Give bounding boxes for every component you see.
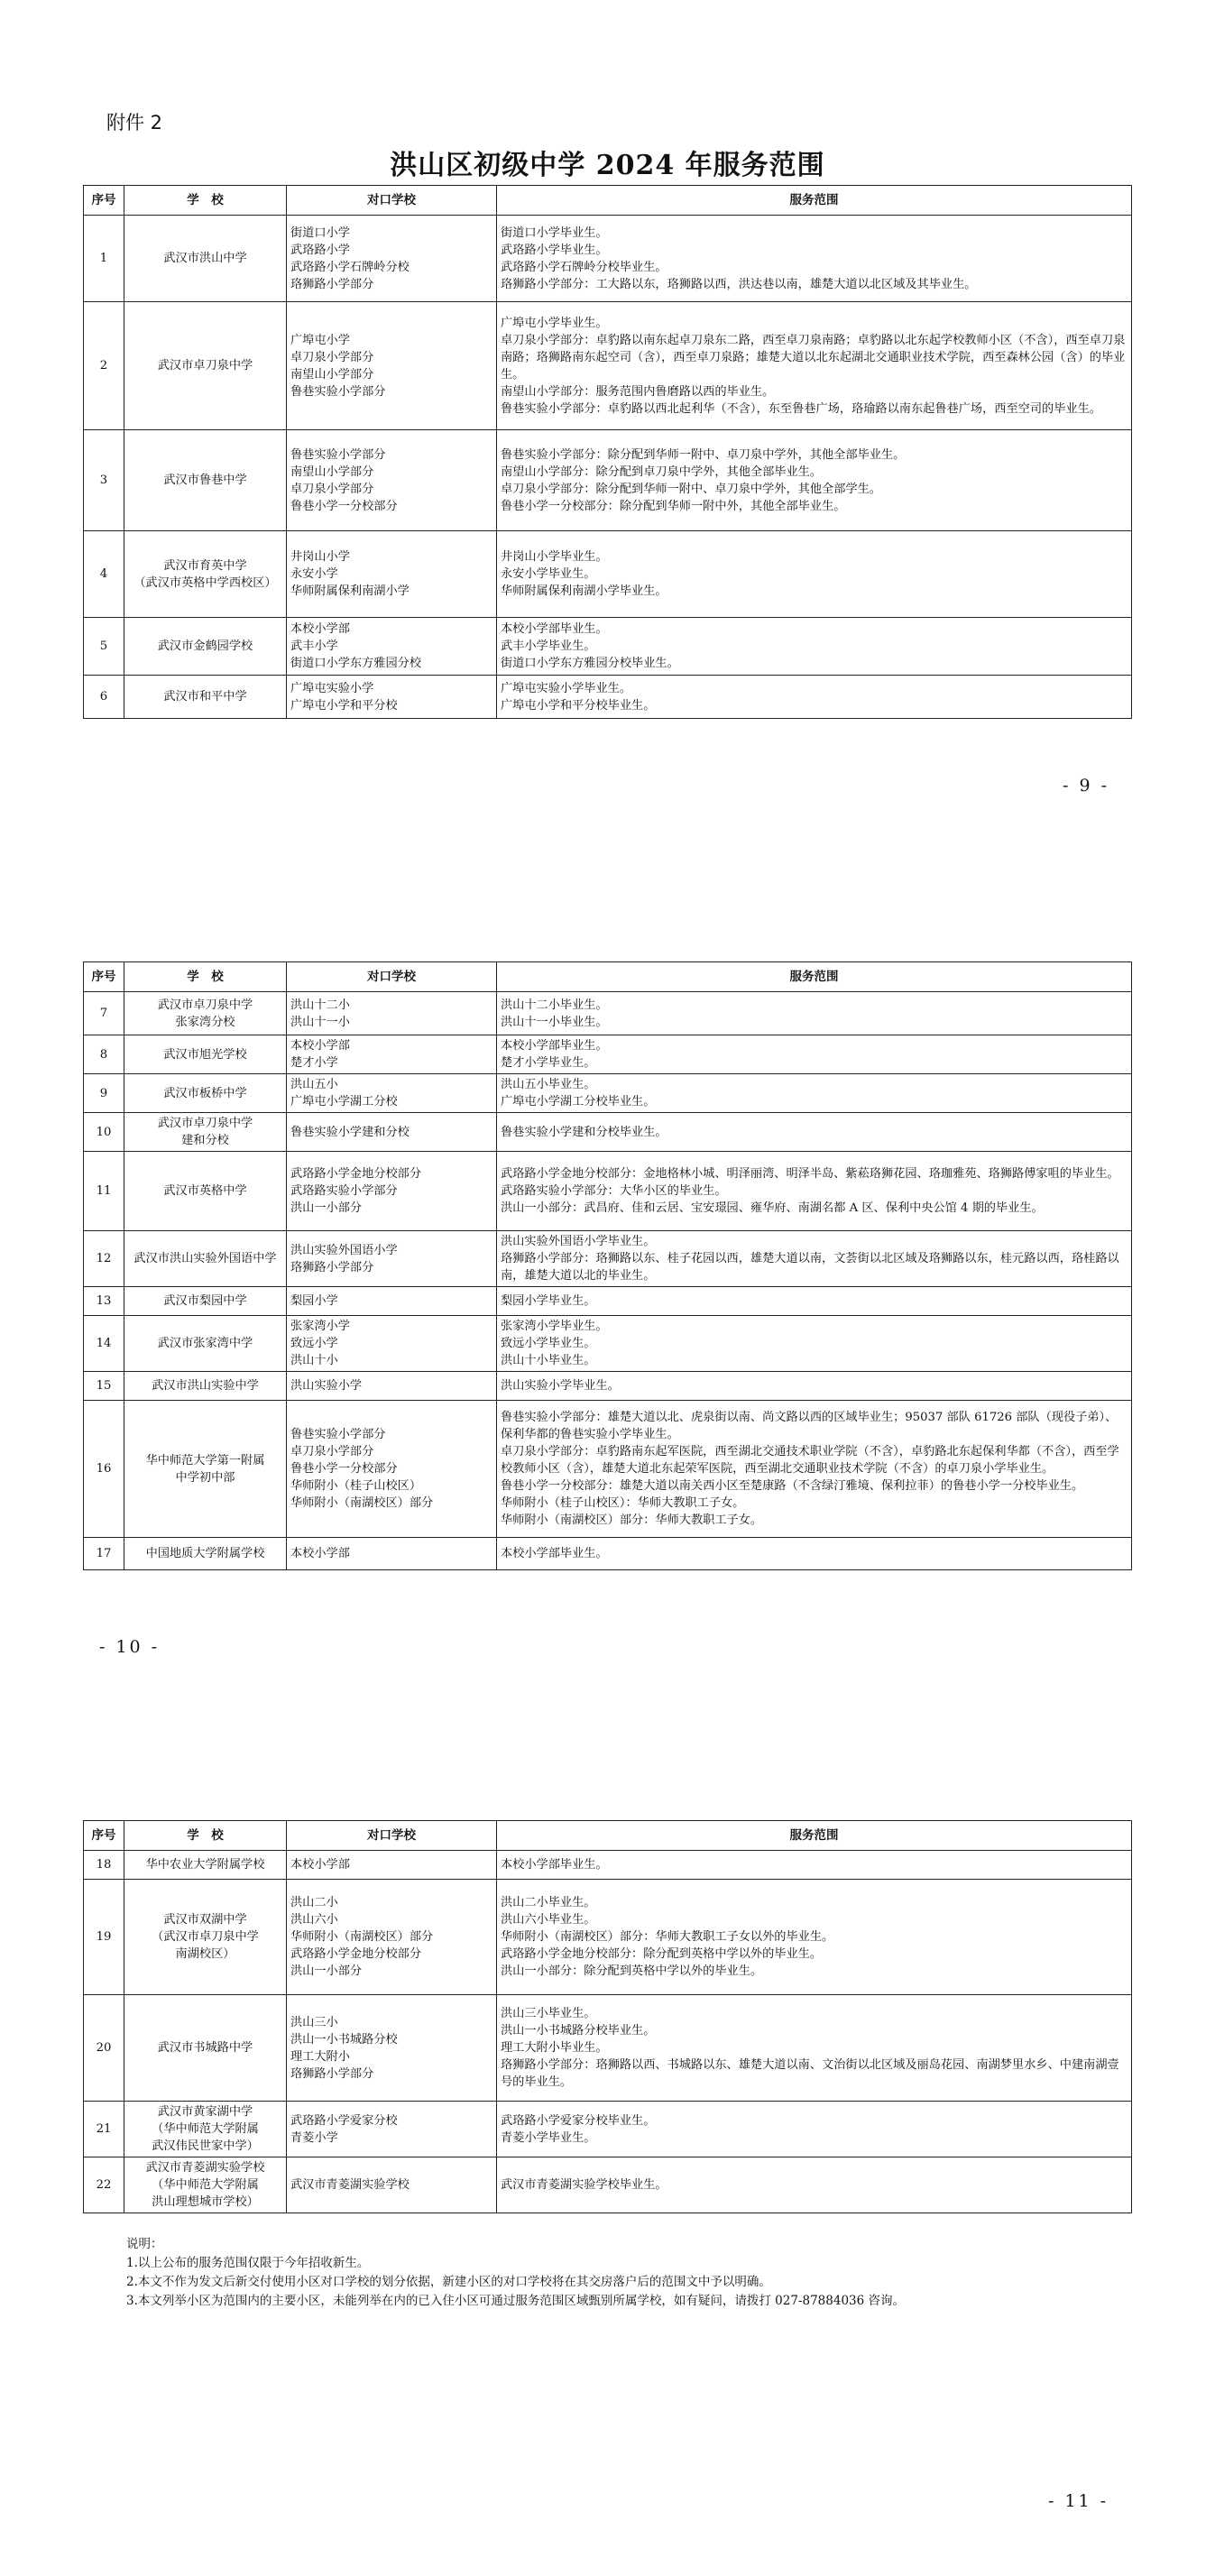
row-number: 14 bbox=[84, 1316, 124, 1372]
service-scope-cell bbox=[497, 1035, 1132, 1074]
cell-line: 井岗山小学 bbox=[290, 550, 350, 564]
service-scope-cell bbox=[497, 618, 1132, 676]
school-cell bbox=[124, 302, 287, 430]
row-number: 4 bbox=[84, 531, 124, 618]
row-number: 17 bbox=[84, 1538, 124, 1570]
cell-line: 卓刀泉小学部分：卓豹路以南东起卓刀泉东二路，西至卓刀泉南路；卓豹路以北东起学校教师小区（不含），西至卓刀泉南路；珞狮路南东起空司（含），西至卓刀泉路；雄楚大道以北东起湖北交通职业技术学院，西至森林公园（含）的毕业生。 bbox=[501, 333, 1126, 382]
feeder-schools-cell bbox=[287, 531, 497, 618]
school-cell bbox=[124, 1401, 287, 1538]
service-scope-cell bbox=[497, 1851, 1132, 1880]
cell-line: 永安小学 bbox=[290, 567, 338, 581]
cell-line: 鲁巷小学一分校部分：雄楚大道以南关西小区至楚康路（不含绿汀雅境、保利拉菲）的鲁巷小学一分校毕业生。 bbox=[501, 1479, 1084, 1493]
cell-line: 武珞路小学金地分校部分：除分配到英格中学以外的毕业生。 bbox=[501, 1947, 823, 1961]
note-item: 2.本文不作为发文后新交付使用小区对口学校的划分依据，新建小区的对口学校将在其交房落户后的范围文中予以明确。 bbox=[126, 2275, 771, 2289]
cell-line: 武汉伟民世家中学） bbox=[152, 2139, 259, 2153]
cell-line: 洪山五小毕业生。 bbox=[501, 1078, 596, 1091]
table-row bbox=[84, 2102, 1132, 2157]
table-row bbox=[84, 1316, 1132, 1372]
cell-line: 武汉市旭光学校 bbox=[163, 1047, 247, 1062]
cell-line: 卓刀泉小学部分：除分配到华师一附中、卓刀泉中学外，其他全部学生。 bbox=[501, 482, 881, 496]
cell-line: 中国地质大学附属学校 bbox=[145, 1547, 265, 1560]
row-number: 6 bbox=[84, 676, 124, 719]
cell-line: 洪山一小部分：除分配到英格中学以外的毕业生。 bbox=[501, 1964, 763, 1978]
row-number: 12 bbox=[84, 1231, 124, 1287]
column-header-feeder: 对口学校 bbox=[287, 1821, 497, 1851]
cell-line: 鲁巷实验小学部分 bbox=[290, 1428, 386, 1441]
cell-line: 建和分校 bbox=[181, 1134, 229, 1147]
table-row bbox=[84, 1287, 1132, 1316]
table-row bbox=[84, 430, 1132, 531]
cell-line: 洪山三小 bbox=[290, 2015, 338, 2029]
cell-line: 武珞路实验小学部分 bbox=[290, 1184, 398, 1198]
cell-line: 洪山一小书城路分校毕业生。 bbox=[501, 2024, 656, 2038]
cell-line: 华师附小（桂子山校区） bbox=[290, 1479, 422, 1493]
cell-line: 武汉市张家湾中学 bbox=[157, 1337, 253, 1350]
cell-line: 广埠屯小学和平分校 bbox=[290, 698, 398, 713]
cell-line: 张家湾分校 bbox=[175, 1015, 235, 1029]
cell-line: 卓刀泉小学部分 bbox=[290, 1445, 374, 1458]
row-number: 1 bbox=[84, 216, 124, 302]
cell-line: 南望山小学部分：服务范围内鲁磨路以西的毕业生。 bbox=[501, 384, 775, 399]
cell-line: 珞狮路小学部分 bbox=[290, 1260, 374, 1274]
cell-line: 武汉市双湖中学 bbox=[163, 1913, 247, 1927]
table-row bbox=[84, 1851, 1132, 1880]
page-number: - 9 - bbox=[1063, 776, 1110, 796]
cell-line: 洪山十二小毕业生。 bbox=[501, 998, 608, 1012]
table-row bbox=[84, 531, 1132, 618]
cell-line: 洪山一小书城路分校 bbox=[290, 2032, 398, 2047]
cell-line: 武汉市板桥中学 bbox=[163, 1086, 247, 1100]
table-row bbox=[84, 676, 1132, 719]
cell-line: 广埠屯实验小学 bbox=[290, 681, 374, 695]
service-scope-cell bbox=[497, 1401, 1132, 1538]
notes bbox=[126, 2235, 1137, 2311]
cell-line: 张家湾小学 bbox=[290, 1320, 350, 1333]
school-cell bbox=[124, 1372, 287, 1401]
cell-line: （华中师范大学附属 bbox=[152, 2122, 259, 2136]
cell-line: 青菱小学毕业生。 bbox=[501, 2130, 596, 2145]
cell-line: 武汉市育英中学 bbox=[163, 558, 247, 573]
cell-line: 永安小学毕业生。 bbox=[501, 567, 596, 581]
school-cell bbox=[124, 2102, 287, 2157]
cell-line: 武汉市洪山中学 bbox=[163, 252, 247, 265]
cell-line: 洪山实验小学 bbox=[290, 1379, 363, 1393]
column-header-scope: 服务范围 bbox=[497, 186, 1132, 216]
cell-line: 本校小学部 bbox=[290, 1547, 350, 1560]
cell-line: 洪山十小 bbox=[290, 1354, 338, 1367]
school-cell bbox=[124, 1538, 287, 1570]
cell-line: 洪山实验小学毕业生。 bbox=[501, 1379, 620, 1393]
cell-line: 南湖校区） bbox=[175, 1947, 235, 1961]
cell-line: 广埠屯实验小学毕业生。 bbox=[501, 681, 632, 695]
feeder-schools-cell bbox=[287, 1113, 497, 1152]
cell-line: 武珞路小学爱家分校毕业生。 bbox=[501, 2113, 656, 2128]
feeder-schools-cell bbox=[287, 2102, 497, 2157]
cell-line: 街道口小学东方雅园分校毕业生。 bbox=[501, 657, 679, 670]
school-cell bbox=[124, 1287, 287, 1316]
cell-line: 武珞路小学爱家分校 bbox=[290, 2113, 398, 2128]
cell-line: 洪山二小毕业生。 bbox=[501, 1896, 596, 1909]
school-cell bbox=[124, 1231, 287, 1287]
table-row bbox=[84, 1995, 1132, 2102]
cell-line: 华师附小（桂子山校区）：华师大教职工子女。 bbox=[501, 1496, 745, 1510]
school-cell bbox=[124, 618, 287, 676]
cell-line: 洪山六小毕业生。 bbox=[501, 1913, 596, 1927]
feeder-schools-cell bbox=[287, 1538, 497, 1570]
feeder-schools-cell bbox=[287, 2157, 497, 2213]
service-table-page-10 bbox=[83, 961, 1132, 1570]
cell-line: 武汉市洪山实验中学 bbox=[152, 1379, 259, 1393]
cell-line: 华师附属保利南湖小学毕业生。 bbox=[501, 584, 667, 598]
school-cell bbox=[124, 216, 287, 302]
cell-line: 洪山六小 bbox=[290, 1913, 338, 1927]
school-cell bbox=[124, 1880, 287, 1995]
service-table-page-9 bbox=[83, 185, 1132, 719]
cell-line: 梨园小学毕业生。 bbox=[501, 1294, 596, 1308]
cell-line: 洪山实验外国语小学毕业生。 bbox=[501, 1235, 656, 1248]
row-number: 2 bbox=[84, 302, 124, 430]
cell-line: 致远小学 bbox=[290, 1337, 338, 1350]
cell-line: 武丰小学毕业生。 bbox=[501, 639, 596, 653]
cell-line: 武汉市卓刀泉中学 bbox=[157, 1117, 253, 1130]
cell-line: 理工大附小毕业生。 bbox=[501, 2041, 608, 2055]
cell-line: 武汉市鲁巷中学 bbox=[163, 474, 247, 487]
feeder-schools-cell bbox=[287, 1152, 497, 1231]
column-header-no: 序号 bbox=[84, 186, 124, 216]
service-scope-cell bbox=[497, 1538, 1132, 1570]
row-number: 9 bbox=[84, 1074, 124, 1113]
feeder-schools-cell bbox=[287, 1880, 497, 1995]
column-header-school: 学 校 bbox=[124, 1821, 287, 1851]
cell-line: 鲁巷小学一分校部分 bbox=[290, 1462, 398, 1476]
service-scope-cell bbox=[497, 216, 1132, 302]
cell-line: 武珞路小学金地分校部分 bbox=[290, 1167, 422, 1181]
column-header-school: 学 校 bbox=[124, 186, 287, 216]
cell-line: 洪山十一小毕业生。 bbox=[501, 1015, 608, 1029]
cell-line: 楚才小学 bbox=[290, 1056, 338, 1070]
cell-line: 本校小学部毕业生。 bbox=[501, 1858, 608, 1872]
table-row bbox=[84, 1113, 1132, 1152]
row-number: 20 bbox=[84, 1995, 124, 2102]
cell-line: 武丰小学 bbox=[290, 639, 338, 653]
cell-line: 武珞路实验小学部分：大华小区的毕业生。 bbox=[501, 1184, 727, 1198]
cell-line: 鲁巷实验小学部分：除分配到华师一附中、卓刀泉中学外，其他全部毕业生。 bbox=[501, 447, 906, 462]
cell-line: （武汉市英格中学西校区） bbox=[133, 575, 277, 590]
cell-line: 武汉市青菱湖实验学校 bbox=[145, 2161, 265, 2175]
column-header-scope: 服务范围 bbox=[497, 1821, 1132, 1851]
row-number: 22 bbox=[84, 2157, 124, 2213]
table-row bbox=[84, 216, 1132, 302]
school-cell bbox=[124, 992, 287, 1035]
row-number: 7 bbox=[84, 992, 124, 1035]
cell-line: 广埠屯小学和平分校毕业生。 bbox=[501, 698, 656, 713]
feeder-schools-cell bbox=[287, 302, 497, 430]
feeder-schools-cell bbox=[287, 1074, 497, 1113]
table-row bbox=[84, 1035, 1132, 1074]
service-scope-cell bbox=[497, 1995, 1132, 2102]
cell-line: 理工大附小 bbox=[290, 2049, 350, 2064]
cell-line: 本校小学部毕业生。 bbox=[501, 1039, 608, 1053]
table-row bbox=[84, 1401, 1132, 1538]
row-number: 13 bbox=[84, 1287, 124, 1316]
row-number: 5 bbox=[84, 618, 124, 676]
row-number: 21 bbox=[84, 2102, 124, 2157]
cell-line: 珞狮路小学部分：珞狮路以西、书城路以东、雄楚大道以南、文治街以北区域及丽岛花园、南湖梦里水乡、中建南湖壹号的毕业生。 bbox=[501, 2058, 1119, 2089]
service-scope-cell bbox=[497, 1287, 1132, 1316]
cell-line: 武珞路小学毕业生。 bbox=[501, 243, 608, 257]
page-number: - 11 - bbox=[1048, 2491, 1109, 2511]
column-header-no: 序号 bbox=[84, 962, 124, 992]
school-cell bbox=[124, 2157, 287, 2213]
cell-line: 武珞路小学 bbox=[290, 243, 350, 257]
cell-line: （华中师范大学附属 bbox=[152, 2178, 259, 2192]
cell-line: 洪山三小毕业生。 bbox=[501, 2007, 596, 2020]
cell-line: 卓刀泉小学部分 bbox=[290, 350, 374, 364]
row-number: 3 bbox=[84, 430, 124, 531]
service-scope-cell bbox=[497, 531, 1132, 618]
cell-line: 武珞路小学石牌岭分校 bbox=[290, 260, 410, 274]
cell-line: 武汉市金鹤园学校 bbox=[157, 639, 253, 653]
service-scope-cell bbox=[497, 302, 1132, 430]
cell-line: 武汉市青菱湖实验学校 bbox=[290, 2178, 410, 2192]
service-table-page-11 bbox=[83, 1820, 1132, 2213]
service-scope-cell bbox=[497, 992, 1132, 1035]
cell-line: 华师附小（南湖校区）部分：华师大教职工子女以外的毕业生。 bbox=[501, 1930, 834, 1944]
school-cell bbox=[124, 1152, 287, 1231]
feeder-schools-cell bbox=[287, 1231, 497, 1287]
column-header-no: 序号 bbox=[84, 1821, 124, 1851]
table-row bbox=[84, 1152, 1132, 1231]
cell-line: 珞狮路小学部分 bbox=[290, 277, 374, 291]
cell-line: 武汉市英格中学 bbox=[163, 1184, 247, 1198]
cell-line: 楚才小学毕业生。 bbox=[501, 1056, 596, 1070]
cell-line: 张家湾小学毕业生。 bbox=[501, 1320, 608, 1333]
table-row bbox=[84, 1372, 1132, 1401]
cell-line: 鲁巷小学一分校部分：除分配到华师一附中外，其他全部毕业生。 bbox=[501, 499, 846, 513]
cell-line: 武珞路小学金地分校部分 bbox=[290, 1947, 422, 1961]
service-scope-cell bbox=[497, 1880, 1132, 1995]
cell-line: 洪山五小 bbox=[290, 1078, 338, 1091]
service-scope-cell bbox=[497, 1231, 1132, 1287]
table-header-row bbox=[84, 962, 1132, 992]
feeder-schools-cell bbox=[287, 216, 497, 302]
school-cell bbox=[124, 1851, 287, 1880]
row-number: 8 bbox=[84, 1035, 124, 1074]
page-number: - 10 - bbox=[99, 1637, 161, 1657]
row-number: 18 bbox=[84, 1851, 124, 1880]
school-cell bbox=[124, 1113, 287, 1152]
cell-line: 洪山十一小 bbox=[290, 1015, 350, 1029]
cell-line: 华中农业大学附属学校 bbox=[145, 1858, 265, 1872]
service-scope-cell bbox=[497, 2102, 1132, 2157]
service-scope-cell bbox=[497, 1113, 1132, 1152]
feeder-schools-cell bbox=[287, 1851, 497, 1880]
cell-line: 鲁巷实验小学部分 bbox=[290, 447, 386, 462]
notes-heading: 说明： bbox=[126, 2237, 163, 2251]
column-header-feeder: 对口学校 bbox=[287, 962, 497, 992]
cell-line: 街道口小学毕业生。 bbox=[501, 225, 608, 240]
cell-line: 武汉市和平中学 bbox=[163, 690, 247, 704]
cell-line: 洪山十二小 bbox=[290, 998, 350, 1012]
cell-line: 致远小学毕业生。 bbox=[501, 1337, 596, 1350]
cell-line: 南望山小学部分 bbox=[290, 465, 374, 479]
cell-line: 武珞路小学石牌岭分校毕业生。 bbox=[501, 260, 667, 274]
cell-line: 武汉市卓刀泉中学 bbox=[157, 359, 253, 373]
feeder-schools-cell bbox=[287, 1287, 497, 1316]
table-header-row bbox=[84, 186, 1132, 216]
document-title: 洪山区初级中学 2024 年服务范围 bbox=[390, 150, 825, 181]
row-number: 16 bbox=[84, 1401, 124, 1538]
cell-line: 广埠屯小学 bbox=[290, 333, 350, 347]
service-scope-cell bbox=[497, 2157, 1132, 2213]
cell-line: 洪山一小部分 bbox=[290, 1964, 363, 1978]
cell-line: 广埠屯小学毕业生。 bbox=[501, 316, 608, 330]
table-row bbox=[84, 1231, 1132, 1287]
service-scope-cell bbox=[497, 430, 1132, 531]
table-row bbox=[84, 618, 1132, 676]
table-row bbox=[84, 302, 1132, 430]
cell-line: 鲁巷实验小学建和分校 bbox=[290, 1125, 410, 1139]
cell-line: 卓刀泉小学部分 bbox=[290, 482, 374, 496]
school-cell bbox=[124, 1035, 287, 1074]
feeder-schools-cell bbox=[287, 430, 497, 531]
cell-line: 洪山理想城市学校） bbox=[152, 2195, 259, 2209]
cell-line: 华师附小（南湖校区）部分 bbox=[290, 1496, 434, 1510]
table-header-row bbox=[84, 1821, 1132, 1851]
row-number: 10 bbox=[84, 1113, 124, 1152]
cell-line: （武汉市卓刀泉中学 bbox=[152, 1930, 259, 1944]
row-number: 19 bbox=[84, 1880, 124, 1995]
cell-line: 本校小学部 bbox=[290, 1858, 350, 1872]
cell-line: 广埠屯小学湖工分校 bbox=[290, 1095, 398, 1109]
feeder-schools-cell bbox=[287, 1401, 497, 1538]
cell-line: 本校小学部 bbox=[290, 622, 350, 636]
feeder-schools-cell bbox=[287, 1316, 497, 1372]
school-cell bbox=[124, 676, 287, 719]
column-header-feeder: 对口学校 bbox=[287, 186, 497, 216]
table-row bbox=[84, 1880, 1132, 1995]
cell-line: 南望山小学部分：除分配到卓刀泉中学外，其他全部毕业生。 bbox=[501, 465, 823, 479]
table-row bbox=[84, 1074, 1132, 1113]
note-item: 3.本文列举小区为范围内的主要小区，未能列举在内的已入住小区可通过服务范围区域甄别所属学校，如有疑问，请拨打 027-87884036 咨询。 bbox=[126, 2294, 906, 2308]
cell-line: 街道口小学 bbox=[290, 225, 350, 240]
column-header-scope: 服务范围 bbox=[497, 962, 1132, 992]
cell-line: 洪山一小部分：武昌府、佳和云居、宝安璟园、雍华府、南湖名都 A 区、保利中央公馆 4 期的毕业生。 bbox=[501, 1201, 1044, 1215]
cell-line: 珞狮路小学部分：工大路以东，珞狮路以西，洪达巷以南，雄楚大道以北区域及其毕业生。 bbox=[501, 277, 977, 291]
cell-line: 卓刀泉小学部分：卓豹路南东起军医院，西至湖北交通技术职业学院（不含），卓豹路北东起保利华都（不含），西至学校教师小区（含），雄楚大道北东起荣军医院，西至湖北交通职业技术学院（不含）的卓刀泉小学毕业生。 bbox=[501, 1445, 1119, 1476]
cell-line: 华师附属保利南湖小学 bbox=[290, 584, 410, 598]
service-scope-cell bbox=[497, 676, 1132, 719]
table-row bbox=[84, 2157, 1132, 2213]
cell-line: 华中师范大学第一附属 bbox=[145, 1453, 265, 1467]
cell-line: 武汉市洪山实验外国语中学 bbox=[133, 1252, 277, 1265]
cell-line: 华师附小（南湖校区）部分 bbox=[290, 1930, 434, 1944]
school-cell bbox=[124, 1074, 287, 1113]
cell-line: 中学初中部 bbox=[175, 1470, 235, 1485]
cell-line: 武珞路小学金地分校部分：金地格林小城、明泽丽湾、明泽半岛、紫菘珞狮花园、珞珈雅苑、珞狮路傅家咀的毕业生。 bbox=[501, 1167, 1119, 1181]
attachment-label: 附件 2 bbox=[106, 112, 163, 133]
row-number: 15 bbox=[84, 1372, 124, 1401]
cell-line: 珞狮路小学部分：珞狮路以东、桂子花园以西，雄楚大道以南，文荟街以北区域及珞狮路以东，桂元路以西，珞桂路以南，雄楚大道以北的毕业生。 bbox=[501, 1252, 1119, 1283]
cell-line: 本校小学部毕业生。 bbox=[501, 1547, 608, 1560]
cell-line: 鲁巷实验小学建和分校毕业生。 bbox=[501, 1125, 667, 1139]
feeder-schools-cell bbox=[287, 1372, 497, 1401]
feeder-schools-cell bbox=[287, 992, 497, 1035]
cell-line: 武汉市青菱湖实验学校毕业生。 bbox=[501, 2178, 667, 2192]
cell-line: 武汉市卓刀泉中学 bbox=[157, 998, 253, 1012]
cell-line: 街道口小学东方雅园分校 bbox=[290, 657, 422, 670]
note-item: 1.以上公布的服务范围仅限于今年招收新生。 bbox=[126, 2256, 370, 2270]
feeder-schools-cell bbox=[287, 618, 497, 676]
service-scope-cell bbox=[497, 1316, 1132, 1372]
cell-line: 武汉市黄家湖中学 bbox=[157, 2105, 253, 2119]
feeder-schools-cell bbox=[287, 1035, 497, 1074]
school-cell bbox=[124, 1316, 287, 1372]
cell-line: 洪山实验外国语小学 bbox=[290, 1243, 398, 1257]
cell-line: 本校小学部毕业生。 bbox=[501, 622, 608, 636]
row-number: 11 bbox=[84, 1152, 124, 1231]
service-scope-cell bbox=[497, 1372, 1132, 1401]
cell-line: 鲁巷实验小学部分：卓豹路以西北起利华（不含），东至鲁巷广场，珞瑜路以南东起鲁巷广场，西至空司的毕业生。 bbox=[501, 401, 1101, 416]
cell-line: 洪山二小 bbox=[290, 1896, 338, 1909]
service-scope-cell bbox=[497, 1152, 1132, 1231]
cell-line: 洪山一小部分 bbox=[290, 1201, 363, 1215]
cell-line: 武汉市梨园中学 bbox=[163, 1294, 247, 1308]
feeder-schools-cell bbox=[287, 1995, 497, 2102]
cell-line: 鲁巷实验小学部分 bbox=[290, 384, 386, 399]
service-scope-cell bbox=[497, 1074, 1132, 1113]
cell-line: 本校小学部 bbox=[290, 1039, 350, 1053]
school-cell bbox=[124, 1995, 287, 2102]
school-cell bbox=[124, 430, 287, 531]
cell-line: 广埠屯小学湖工分校毕业生。 bbox=[501, 1095, 656, 1109]
school-cell bbox=[124, 531, 287, 618]
cell-line: 梨园小学 bbox=[290, 1294, 338, 1308]
column-header-school: 学 校 bbox=[124, 962, 287, 992]
table-row bbox=[84, 1538, 1132, 1570]
cell-line: 洪山十小毕业生。 bbox=[501, 1354, 596, 1367]
cell-line: 华师附小（南湖校区）部分：华师大教职工子女。 bbox=[501, 1513, 763, 1527]
feeder-schools-cell bbox=[287, 676, 497, 719]
cell-line: 珞狮路小学部分 bbox=[290, 2066, 374, 2081]
cell-line: 青菱小学 bbox=[290, 2130, 338, 2145]
cell-line: 井岗山小学毕业生。 bbox=[501, 550, 608, 564]
table-row bbox=[84, 992, 1132, 1035]
cell-line: 鲁巷小学一分校部分 bbox=[290, 499, 398, 513]
cell-line: 南望山小学部分 bbox=[290, 367, 374, 382]
cell-line: 鲁巷实验小学部分：雄楚大道以北、虎泉街以南、尚文路以西的区域毕业生；95037 部队 61726 部队（现役子弟）、保利华都的鲁巷实验小学毕业生。 bbox=[501, 1411, 1118, 1441]
cell-line: 武汉市书城路中学 bbox=[157, 2041, 253, 2055]
